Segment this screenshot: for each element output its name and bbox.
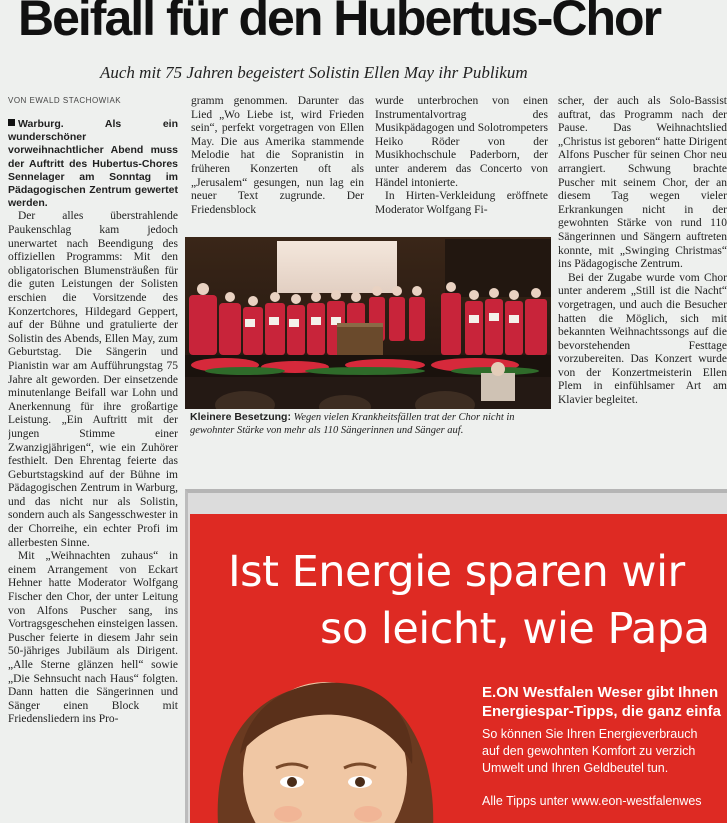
article-column-4	[558, 95, 727, 475]
choir-photo	[185, 237, 551, 409]
eon-advertisement	[190, 514, 727, 823]
lead-square-icon	[8, 119, 15, 126]
girl-portrait-image	[200, 654, 450, 823]
article-paragraph: scher, der auch als Solo-Bassist auftrat, das Programm nach der Pause. Das Weihnachtslied „Christus ist geboren“ hatte Dirigent Alfons Puscher für seinen Chor neu arrangiert. Schwung brachte Puscher mit seinem Chor, der an diesem Tag wegen vieler Erkrankungen nicht in der gewohnten Stärke von rund 110 Sängerinnen und Sängern auftreten konnte, mit „Swinging Christmas“ ins Pädagogische Zentrum.	[558, 95, 727, 271]
ad-brand-line: E.ON Westfalen Weser gibt Ihnen	[482, 684, 719, 701]
ad-body-line: Umwelt und Ihren Geldbeutel tun.	[482, 761, 669, 775]
ad-headline-line-2: so leicht, wie Papa	[320, 604, 710, 654]
article-column-2	[191, 95, 364, 231]
article-paragraph: wurde unterbrochen von einen Instrumentalvortrag des Musikpädagogen und Solotrompeters Heiko Röder von der Musikhochschule Paderborn, der unter anderem das Concerto von Händel intonierte.	[375, 95, 548, 189]
ad-headline-line-1: Ist Energie sparen wir	[228, 547, 685, 597]
article-paragraph: Bei der Zugabe wurde vom Chor unter anderem „Still ist die Nacht“ vorgetragen, und auch die Besucher hatten die Möglich, sich mit bekannten Weihnachtssongs auf die bevorstehenden Festtage vorzubereiten. Das Konzert wurde von der Konzertmeisterin Ellen Plem in einfühlsamer Art am Klavier begleitet.	[558, 271, 727, 407]
ad-tag-line: Energiespar-Tipps, die ganz einfa	[482, 703, 721, 720]
article-paragraph: Mit „Weihnachten zuhaus“ in einem Arrangement von Eckart Hehner hatte Moderator Wolfgang Fischer den Chor, der unter Leitung von Alfons Puscher sang, ins Vortragsgeschehen einsteigen lassen. Puscher feierte in diesem Jahr sein 50-jähriges Jubiläum als Dirigent. „Alle Sterne glänzen hell“ sowie „Die Sehnsucht nach Haus“ folgten. Dann hatten die Sängerinnen und Sänger einen Block mit Friedensliedern ins Pro-	[8, 550, 178, 726]
article-subhead: Auch mit 75 Jahren begeistert Solistin Ellen May ihr Publikum	[100, 63, 528, 82]
article-paragraph: gramm genommen. Darunter das Lied „Wo Liebe ist, wird Frieden sein“, perfekt vorgetragen von Ellen May. Die aus Amerika stammende Melodie hat die Sopranistin in früheren Konzerten oft als „Jerusalem“ gesungen, nun lag ein neuer Text zugrunde. Der Friedensblock	[191, 95, 364, 216]
lead-text: Warburg. Als ein wunderschöner vorweihnachtlicher Abend muss der Auftritt des Hubertus-Chores Sennelager am Sonntag im Pädagogischen Zentrum gewertet werden.	[8, 118, 178, 210]
ad-body-line: auf den gewohnten Komfort zu verzich	[482, 744, 696, 758]
caption-title: Kleinere Besetzung:	[190, 411, 291, 423]
ad-body-line: So können Sie Ihren Energieverbrauch	[482, 727, 698, 741]
caption-text: Wegen vielen Krankheitsfällen trat der Chor nicht in gewohnter Stärke von mehr als 110 Sängerinnen und Sänger auf.	[190, 412, 515, 436]
article-paragraph: Der alles überstrahlende Paukenschlag kam jedoch unerwartet nach Beendigung des offiziellen Programms: Mit den obligatorischen Blumensträußen für die guten Leistungen der Solisten erschien die Vorsitzende des Konzertchores, Hildegard Geppert, auf der Bühne und gratulierte der Solistin des Abends, Ellen May, zum Geburtstag. Die Sängerin und Pianistin war am Aufführungstag 75 Jahre alt geworden. Der einsetzende minutenlange Beifall war Lohn und Anerkennung für ihre großartige Leistung. „Ein Auftritt mit der jungen Stimme einer Zwanzigjährigen“, wie ein Zuhörer festhielt. Den Ehrentag feierte das Geburtstagskind auf der Bühne im Pädagogischen Zentrum in Warburg, und das nicht nur als Solistin, sondern auch als Sangesschwester in der Chorreihe, ein echter Profi im allerbesten Sinne.	[8, 210, 178, 549]
article-headline: Beifall für den Hubertus-Chor	[18, 0, 661, 46]
ad-website-link[interactable]: Alle Tipps unter www.eon-westfalenwes	[482, 794, 702, 808]
article-lead	[8, 118, 178, 210]
article-byline: VON EWALD STACHOWIAK	[8, 96, 122, 105]
photo-caption	[190, 411, 554, 437]
article-paragraph: In Hirten-Verkleidung eröffnete Moderator Wolfgang Fi-	[375, 190, 548, 216]
article-column-1	[8, 118, 178, 823]
choir-photo-illustration	[185, 237, 551, 409]
ad-body-text	[482, 726, 727, 777]
article-column-3	[375, 95, 548, 231]
